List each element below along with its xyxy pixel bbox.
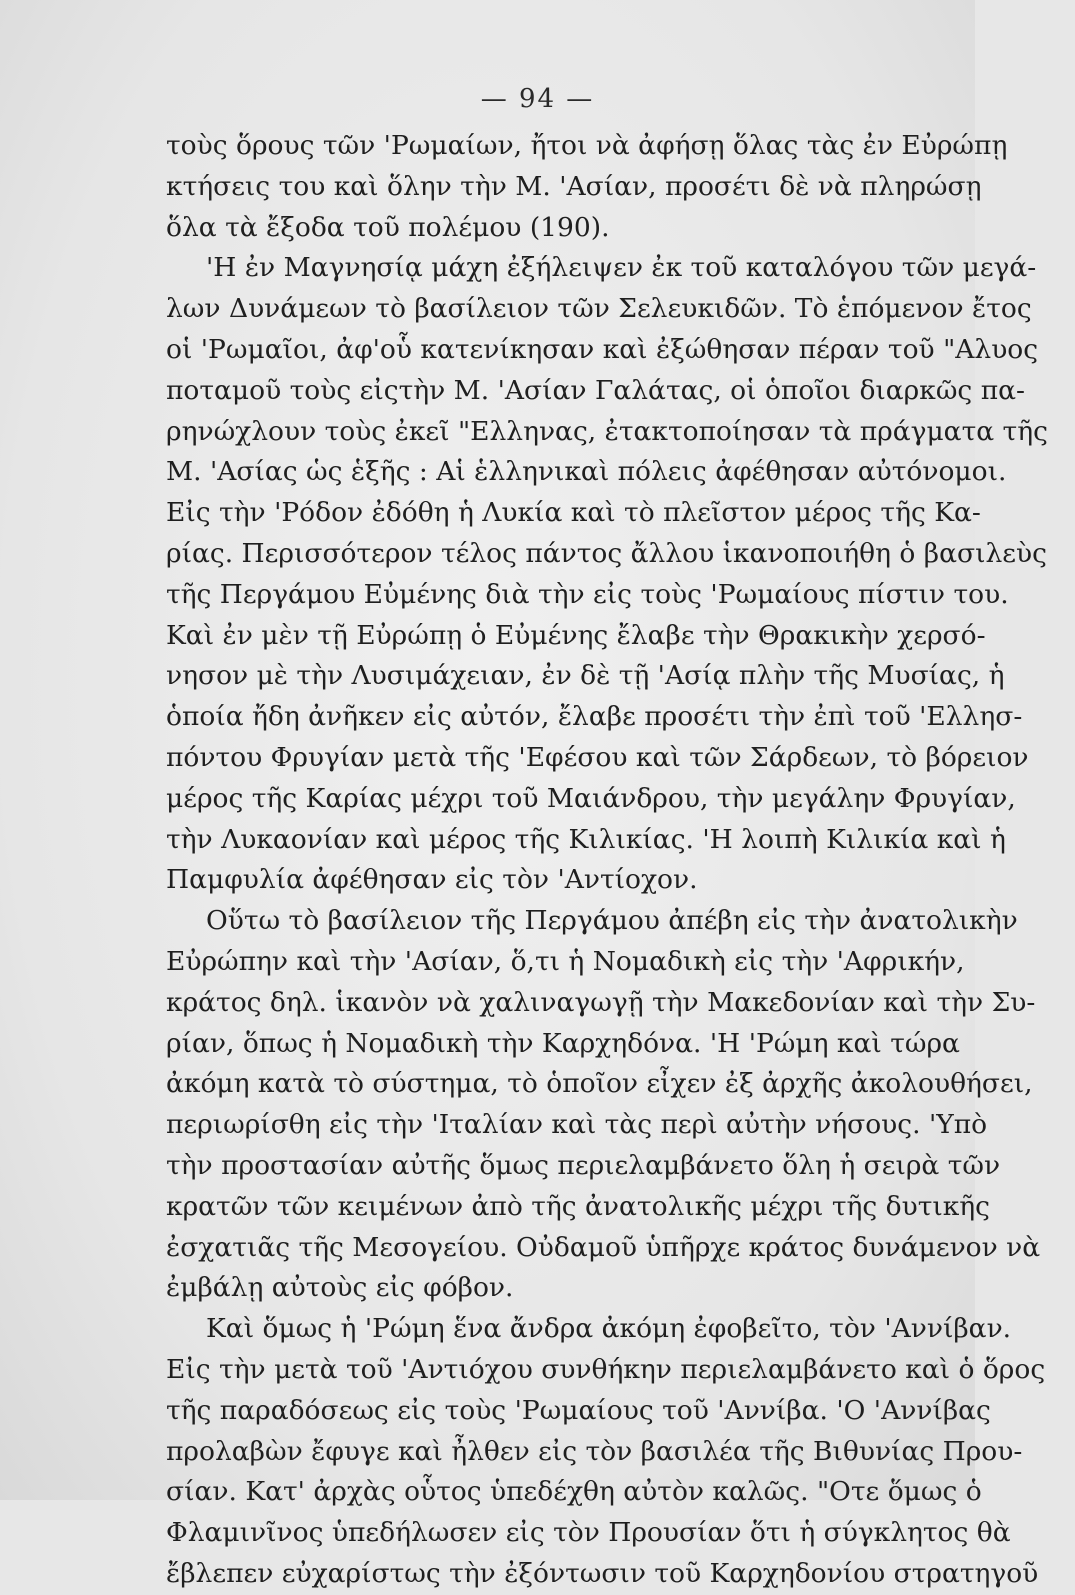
text-line: κράτος δηλ. ἱκανὸν νὰ χαλιναγωγῇ τὴν Μακεδονίαν καὶ τὴν Συ- [166,986,1036,1018]
text-line: ρηνώχλουν τοὺς ἐκεῖ "Ελληνας, ἐτακτοποίησαν τὰ πράγματα τῆς [166,415,1048,447]
text-line: Καὶ ὅμως ἡ 'Ρώμη ἕνα ἄνδρα ἀκόμη ἐφοβεῖτο, τὸν 'Αννίβαν. [206,1313,1012,1345]
text-line: προλαβὼν ἔφυγε καὶ ἦλθεν εἰς τὸν βασιλέα τῆς Βιθυνίας Πρου- [166,1435,1023,1467]
text-line: ποταμοῦ τοὺς εἰςτὴν Μ. 'Ασίαν Γαλάτας, οἱ ὁποῖοι διαρκῶς πα- [166,374,1025,406]
text-line: Οὕτω τὸ βασίλειον τῆς Περγάμου ἀπέβη εἰς τὴν ἀνατολικὴν [206,905,1018,937]
page-number: — 94 — [480,84,595,114]
text-line: Καὶ ἐν μὲν τῇ Εὐρώπῃ ὁ Εὐμένης ἔλαβε τὴν Θρακικὴν χερσό- [166,619,986,651]
text-line: Φλαμινῖνος ὑπεδήλωσεν εἰς τὸν Προυσίαν ὅτι ἡ σύγκλητος θὰ [166,1517,1011,1549]
text-line: οἱ 'Ρωμαῖοι, ἀφ'οὗ κατενίκησαν καὶ ἐξώθησαν πέραν τοῦ "Αλυος [166,333,1039,365]
text-line: Εἰς τὴν 'Ρόδον ἐδόθη ἡ Λυκία καὶ τὸ πλεῖστον μέρος τῆς Κα- [166,497,981,529]
text-line: ὁποία ἤδη ἀνῆκεν εἰς αὐτόν, ἔλαβε προσέτι τὴν ἐπὶ τοῦ 'Ελλησ- [166,701,1023,733]
text-line: ρίας. Περισσότερον τέλος πάντος ἄλλου ἱκανοποιήθη ὁ βασιλεὺς [166,537,1047,569]
text-line: μέρος τῆς Καρίας μέχρι τοῦ Μαιάνδρου, τὴν μεγάλην Φρυγίαν, [166,782,1016,814]
text-line: νησον μὲ τὴν Λυσιμάχειαν, ἐν δὲ τῇ 'Ασίᾳ πλὴν τῆς Μυσίας, ἡ [166,660,1005,692]
text-line: Εἰς τὴν μετὰ τοῦ 'Αντιόχου συνθήκην περιελαμβάνετο καὶ ὁ ὅρος [166,1353,1046,1385]
text-line: Εὐρώπην καὶ τὴν 'Ασίαν, ὅ,τι ἡ Νομαδικὴ εἰς τὴν 'Αφρικήν, [166,945,965,977]
text-line: τῆς παραδόσεως εἰς τοὺς 'Ρωμαίους τοῦ 'Αννίβα. 'Ο 'Αννίβας [166,1394,991,1426]
text-line: τὴν προστασίαν αὐτῆς ὅμως περιελαμβάνετο ὅλη ἡ σειρὰ τῶν [166,1149,1001,1181]
text-line: κρατῶν τῶν κειμένων ἀπὸ τῆς ἀνατολικῆς μέχρι τῆς δυτικῆς [166,1190,991,1222]
text-line: ὅλα τὰ ἔξοδα τοῦ πολέμου (190). [166,211,610,243]
text-line: πόντου Φρυγίαν μετὰ τῆς 'Εφέσου καὶ τῶν Σάρδεων, τὸ βόρειον [166,741,1029,773]
text-line: λων Δυνάμεων τὸ βασίλειον τῶν Σελευκιδῶν. Τὸ ἑπόμενον ἔτος [166,293,1032,325]
text-line: κτήσεις του καὶ ὅλην τὴν Μ. 'Ασίαν, προσέτι δὲ νὰ πληρώσῃ [166,170,982,202]
text-line: τὴν Λυκαονίαν καὶ μέρος τῆς Κιλικίας. 'Η λοιπὴ Κιλικία καὶ ἡ [166,823,1006,855]
text-line: ἐσχατιᾶς τῆς Μεσογείου. Οὐδαμοῦ ὑπῆρχε κράτος δυνάμενον νὰ [166,1231,1041,1263]
text-line: ἀκόμη κατὰ τὸ σύστημα, τὸ ὁποῖον εἶχεν ἐξ ἀρχῆς ἀκολουθήσει, [166,1068,1033,1100]
text-line: σίαν. Κατ' ἀρχὰς οὗτος ὑπεδέχθη αὐτὸν καλῶς. "Οτε ὅμως ὁ [166,1476,982,1508]
text-line: τῆς Περγάμου Εὐμένης διὰ τὴν εἰς τοὺς 'Ρωμαίους πίστιν του. [166,578,1009,610]
text-line: ἔβλεπεν εὐχαρίστως τὴν ἐξόντωσιν τοῦ Καρχηδονίου στρατηγοῦ [166,1557,1039,1589]
text-line: περιωρίσθη εἰς τὴν 'Ιταλίαν καὶ τὰς περὶ αὐτὴν νήσους. 'Υπὸ [166,1109,988,1141]
text-line: ἐμβάλῃ αὐτοὺς εἰς φόβον. [166,1272,514,1304]
text-line: Μ. 'Ασίας ὡς ἑξῆς : Αἱ ἑλληνικαὶ πόλεις ἀφέθησαν αὐτόνομοι. [166,456,1007,488]
text-line: ρίαν, ὅπως ἡ Νομαδικὴ τὴν Καρχηδόνα. 'Η 'Ρώμη καὶ τώρα [166,1027,960,1059]
text-line: Παμφυλία ἀφέθησαν εἰς τὸν 'Αντίοχον. [166,864,698,896]
page-body-text [166,126,1048,1595]
text-line: τοὺς ὅρους τῶν 'Ρωμαίων, ἤτοι νὰ ἀφήσῃ ὅλας τὰς ἐν Εὐρώπῃ [166,130,1008,161]
text-line: 'Η ἐν Μαγνησίᾳ μάχη ἐξήλειψεν ἐκ τοῦ καταλόγου τῶν μεγά- [206,252,1037,284]
